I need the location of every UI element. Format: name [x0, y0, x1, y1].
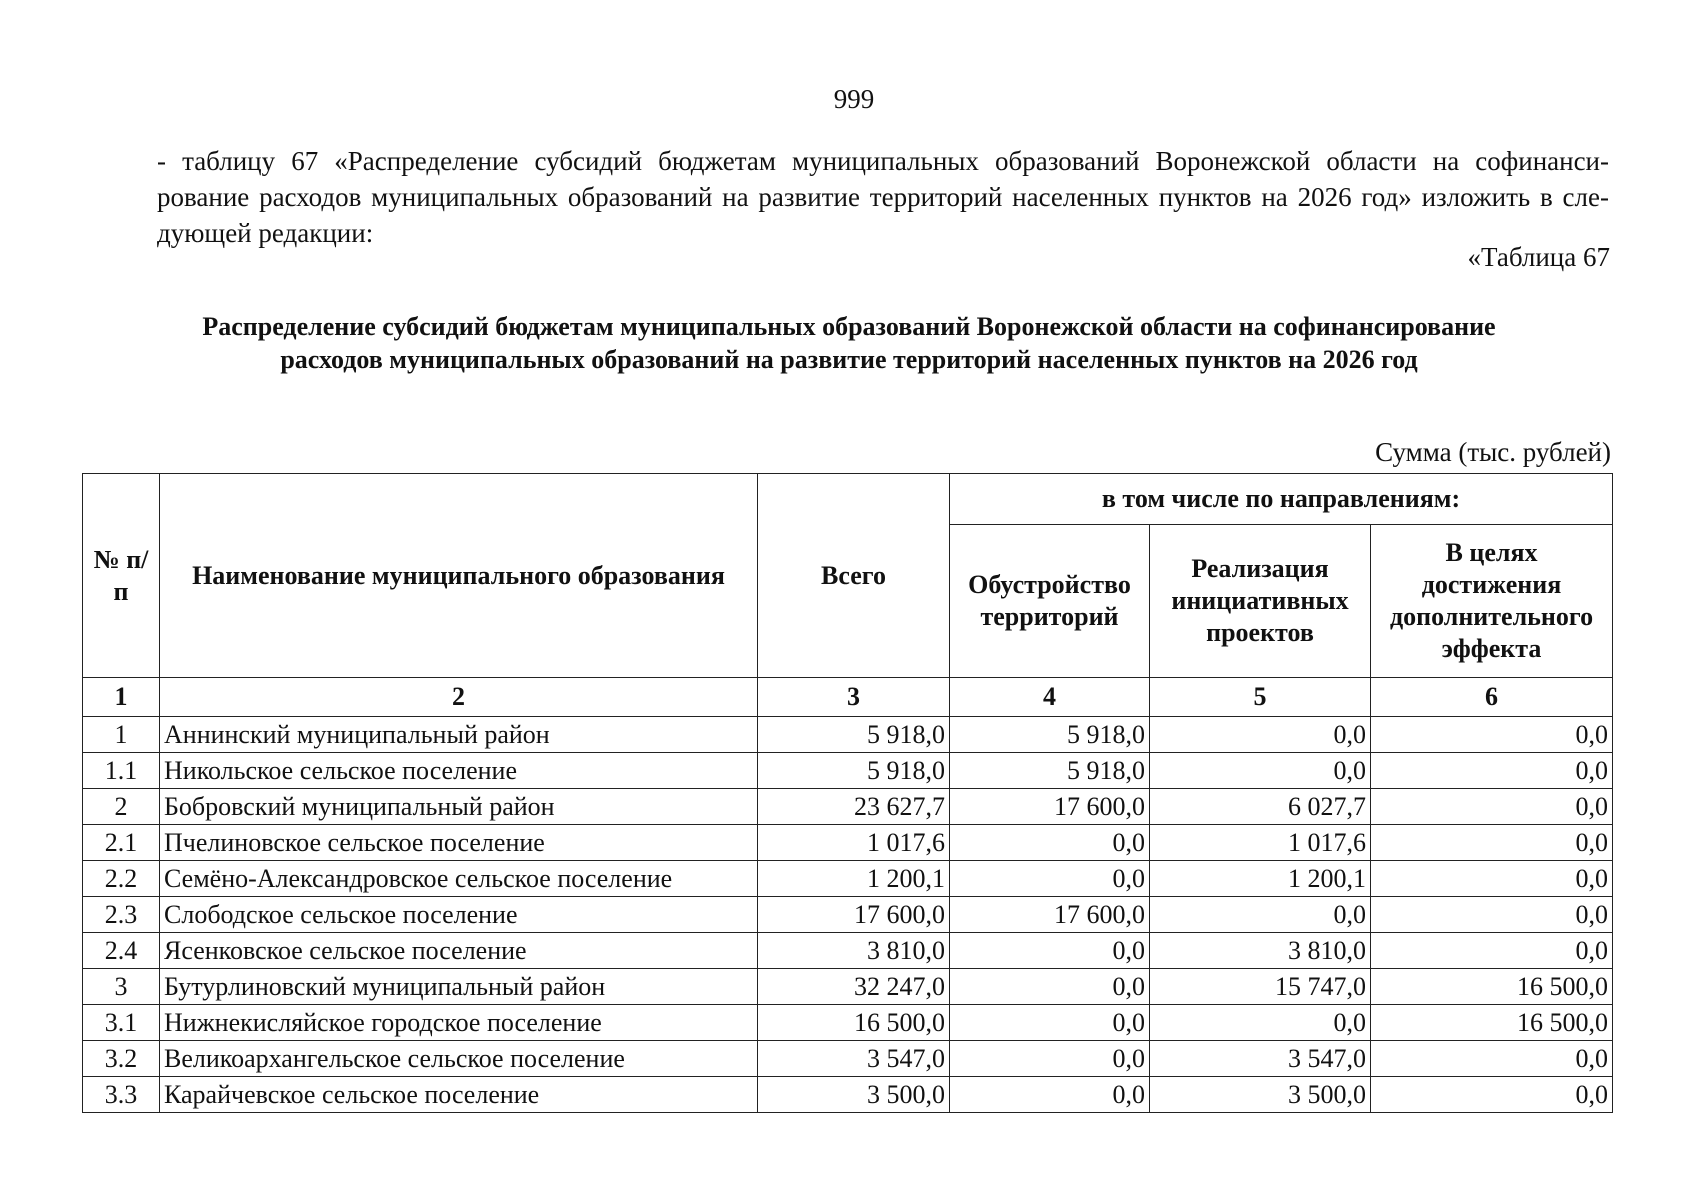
cell-num: 3.1	[83, 1005, 160, 1041]
cell-col5: 15 747,0	[1150, 969, 1371, 1005]
cell-name: Нижнекисляйское городское поселение	[160, 1005, 758, 1041]
table-row	[83, 933, 1613, 969]
cell-col5: 0,0	[1150, 1005, 1371, 1041]
cell-col6: 0,0	[1371, 753, 1613, 789]
header-name: Наименование муниципального образования	[160, 474, 758, 678]
header-col5: Реализация инициативных проектов	[1150, 525, 1371, 678]
cell-name: Пчелиновское сельское поселение	[160, 825, 758, 861]
cell-col4: 17 600,0	[950, 897, 1150, 933]
cell-col4: 0,0	[950, 1041, 1150, 1077]
cell-col4: 0,0	[950, 969, 1150, 1005]
table-row	[83, 789, 1613, 825]
col-number: 1	[83, 678, 160, 717]
cell-col5: 3 547,0	[1150, 1041, 1371, 1077]
header-num: № п/п	[83, 474, 160, 678]
cell-col4: 0,0	[950, 933, 1150, 969]
cell-total: 1 200,1	[758, 861, 950, 897]
cell-col5: 0,0	[1150, 753, 1371, 789]
cell-num: 2.3	[83, 897, 160, 933]
cell-num: 2.1	[83, 825, 160, 861]
cell-col6: 0,0	[1371, 1077, 1613, 1113]
cell-col4: 5 918,0	[950, 753, 1150, 789]
table-title	[89, 310, 1609, 376]
cell-num: 2.4	[83, 933, 160, 969]
cell-col6: 0,0	[1371, 789, 1613, 825]
cell-num: 3.3	[83, 1077, 160, 1113]
cell-col6: 0,0	[1371, 1041, 1613, 1077]
cell-name: Великоархангельское сельское поселение	[160, 1041, 758, 1077]
cell-name: Семёно-Александровское сельское поселение	[160, 861, 758, 897]
cell-name: Бобровский муниципальный район	[160, 789, 758, 825]
cell-name: Бутурлиновский муниципальный район	[160, 969, 758, 1005]
intro-paragraph	[89, 143, 1609, 251]
col-number: 5	[1150, 678, 1371, 717]
page-number: 999	[833, 84, 875, 114]
cell-total: 16 500,0	[758, 1005, 950, 1041]
table-row	[83, 753, 1613, 789]
cell-total: 5 918,0	[758, 753, 950, 789]
cell-num: 2	[83, 789, 160, 825]
col-number: 2	[160, 678, 758, 717]
cell-col6: 16 500,0	[1371, 1005, 1613, 1041]
header-total: Всего	[758, 474, 950, 678]
cell-col4: 5 918,0	[950, 717, 1150, 753]
cell-name: Никольское сельское поселение	[160, 753, 758, 789]
cell-total: 3 810,0	[758, 933, 950, 969]
cell-col6: 0,0	[1371, 897, 1613, 933]
cell-col5: 3 810,0	[1150, 933, 1371, 969]
cell-total: 23 627,7	[758, 789, 950, 825]
cell-col6: 0,0	[1371, 861, 1613, 897]
cell-total: 1 017,6	[758, 825, 950, 861]
cell-col5: 1 200,1	[1150, 861, 1371, 897]
table-row	[83, 717, 1613, 753]
cell-col6: 0,0	[1371, 717, 1613, 753]
cell-num: 1.1	[83, 753, 160, 789]
table-row	[83, 1005, 1613, 1041]
cell-col6: 0,0	[1371, 825, 1613, 861]
table-row	[83, 1077, 1613, 1113]
sum-unit-label: Сумма (тыс. рублей)	[1375, 437, 1611, 467]
table-title-line-2: расходов муниципальных образований на развитие территорий населенных пунктов на 2026 год	[280, 345, 1418, 374]
cell-col5: 3 500,0	[1150, 1077, 1371, 1113]
cell-col5: 0,0	[1150, 897, 1371, 933]
cell-col6: 16 500,0	[1371, 969, 1613, 1005]
cell-total: 32 247,0	[758, 969, 950, 1005]
cell-num: 3.2	[83, 1041, 160, 1077]
col-number: 3	[758, 678, 950, 717]
cell-total: 17 600,0	[758, 897, 950, 933]
table-label: «Таблица 67	[1467, 242, 1610, 272]
cell-name: Аннинский муниципальный район	[160, 717, 758, 753]
cell-col5: 1 017,6	[1150, 825, 1371, 861]
table-row	[83, 1041, 1613, 1077]
cell-col5: 0,0	[1150, 717, 1371, 753]
cell-num: 2.2	[83, 861, 160, 897]
cell-name: Ясенковское сельское поселение	[160, 933, 758, 969]
cell-col4: 0,0	[950, 861, 1150, 897]
table-row	[83, 969, 1613, 1005]
cell-num: 1	[83, 717, 160, 753]
cell-col4: 0,0	[950, 1077, 1150, 1113]
cell-col5: 6 027,7	[1150, 789, 1371, 825]
cell-num: 3	[83, 969, 160, 1005]
col-number: 6	[1371, 678, 1613, 717]
cell-total: 3 500,0	[758, 1077, 950, 1113]
cell-col4: 0,0	[950, 1005, 1150, 1041]
col-number: 4	[950, 678, 1150, 717]
intro-line-1: - таблицу 67 «Распределение субсидий бюджетам муниципальных образований Воронежской области на софинанси-	[157, 146, 1609, 176]
cell-col4: 17 600,0	[950, 789, 1150, 825]
table-row	[83, 825, 1613, 861]
header-col6: В целях достижения дополнительного эффекта	[1371, 525, 1613, 678]
table-row	[83, 897, 1613, 933]
intro-line-2: рование расходов муниципальных образований на развитие территорий населенных пунктов на 2026 год» изложить в сле-	[157, 182, 1609, 212]
subsidy-table	[82, 473, 1613, 1113]
cell-name: Карайчевское сельское поселение	[160, 1077, 758, 1113]
cell-col4: 0,0	[950, 825, 1150, 861]
intro-line-3: дующей редакции:	[157, 218, 374, 248]
header-col4: Обустройство территорий	[950, 525, 1150, 678]
cell-total: 3 547,0	[758, 1041, 950, 1077]
cell-col6: 0,0	[1371, 933, 1613, 969]
table-title-line-1: Распределение субсидий бюджетам муниципальных образований Воронежской области на софинансирование	[202, 312, 1496, 341]
cell-total: 5 918,0	[758, 717, 950, 753]
cell-name: Слободское сельское поселение	[160, 897, 758, 933]
table-row	[83, 861, 1613, 897]
header-group: в том числе по направлениям:	[950, 474, 1613, 525]
